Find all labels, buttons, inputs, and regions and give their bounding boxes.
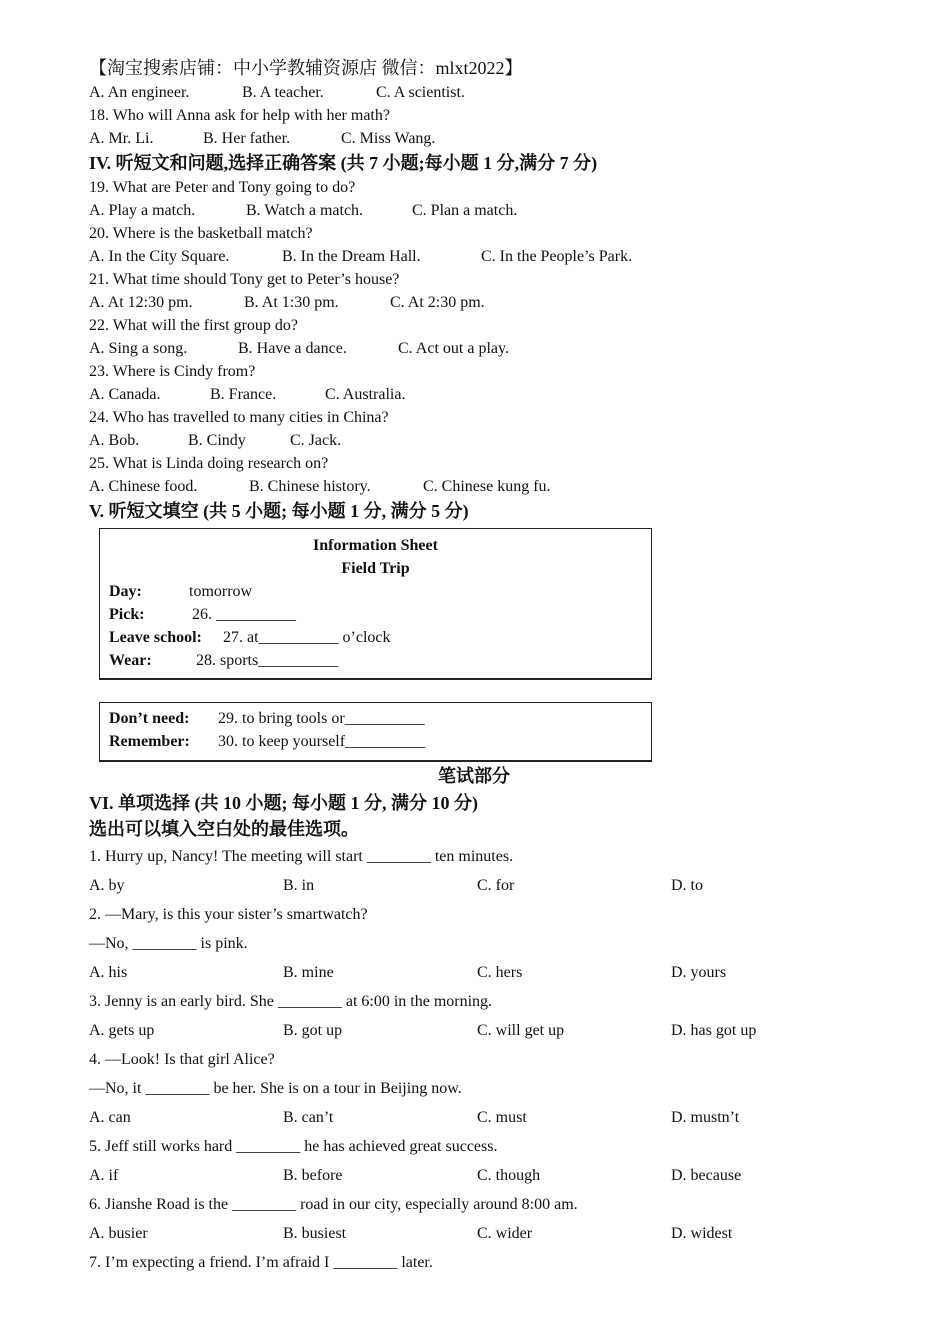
option: B. before	[283, 1167, 343, 1184]
exam-page	[89, 56, 889, 1277]
option: C. At 2:30 pm.	[390, 294, 485, 311]
option: C. Australia.	[325, 386, 406, 403]
option: C. Plan a match.	[412, 202, 518, 219]
option: B. can’t	[283, 1109, 334, 1126]
option: B. Cindy	[188, 432, 246, 449]
row-label: Pick:	[109, 606, 145, 623]
option: B. France.	[210, 386, 277, 403]
option: B. Watch a match.	[246, 202, 364, 219]
row-label: Leave school:	[109, 629, 202, 646]
info-sheet-box	[99, 528, 652, 680]
option: C. must	[477, 1109, 527, 1126]
row-value: 27. at__________ o’clock	[223, 629, 391, 646]
option: C. In the People’s Park.	[481, 248, 633, 265]
row-label: Don’t need:	[109, 710, 190, 727]
info-row-leave-school	[100, 626, 651, 649]
option: C. Chinese kung fu.	[423, 478, 551, 495]
option: D. mustn’t	[671, 1109, 740, 1126]
options-row	[89, 871, 889, 900]
written-part-title: 笔试部分	[438, 766, 510, 786]
info-sheet-title: Information Sheet	[313, 537, 438, 554]
option: B. At 1:30 pm.	[244, 294, 339, 311]
options-row	[89, 1161, 889, 1190]
options-row	[89, 1103, 889, 1132]
row-label: Wear:	[109, 652, 152, 669]
q18-options	[89, 127, 889, 150]
info-row-day	[100, 580, 651, 603]
option: A. Bob.	[89, 432, 140, 449]
options-row	[89, 475, 889, 498]
option: A. In the City Square.	[89, 248, 230, 265]
section-5-title: V. 听短文填空 (共 5 小题; 每小题 1 分, 满分 5 分)	[89, 501, 469, 521]
option: A. by	[89, 877, 125, 894]
options-row	[89, 337, 889, 360]
option: D. yours	[671, 964, 727, 981]
option: C. for	[477, 877, 515, 894]
option: A. Play a match.	[89, 202, 196, 219]
option: B. Have a dance.	[238, 340, 347, 357]
question: 4. —Look! Is that girl Alice?	[89, 1051, 275, 1068]
options-row	[89, 199, 889, 222]
option: C. though	[477, 1167, 541, 1184]
option: C. wider	[477, 1225, 533, 1242]
question: 20. Where is the basketball match?	[89, 225, 313, 242]
option: D. widest	[671, 1225, 733, 1242]
row-label: Remember:	[109, 733, 190, 750]
row-value: 26. __________	[192, 606, 296, 623]
section-6-instruction: 选出可以填入空白处的最佳选项。	[89, 819, 359, 839]
row-value: tomorrow	[189, 583, 253, 600]
option: D. to	[671, 877, 703, 894]
shop-header: 【淘宝搜索店铺：中小学教辅资源店 微信：mlxt2022】	[89, 58, 523, 78]
info-sheet-box-2	[99, 702, 652, 762]
info-row-dont-need	[100, 707, 651, 730]
option: C. Miss Wang.	[341, 130, 436, 147]
question: 19. What are Peter and Tony going to do?	[89, 179, 356, 196]
option: A. An engineer.	[89, 84, 190, 101]
option: B. Her father.	[203, 130, 291, 147]
section-4-title: IV. 听短文和问题,选择正确答案 (共 7 小题;每小题 1 分,满分 7 分)	[89, 153, 598, 173]
options-row	[89, 245, 889, 268]
option: A. his	[89, 964, 128, 981]
options-row	[89, 1016, 889, 1045]
row-value: 29. to bring tools or__________	[218, 710, 425, 727]
question: 24. Who has travelled to many cities in China?	[89, 409, 389, 426]
row-value: 30. to keep yourself__________	[218, 733, 426, 750]
option: B. in	[283, 877, 315, 894]
options-row	[89, 958, 889, 987]
section-6-title: VI. 单项选择 (共 10 小题; 每小题 1 分, 满分 10 分)	[89, 793, 478, 813]
options-row	[89, 291, 889, 314]
option: A. Sing a song.	[89, 340, 188, 357]
option: B. A teacher.	[242, 84, 324, 101]
options-row	[89, 383, 889, 406]
option: C. Jack.	[290, 432, 342, 449]
question: 1. Hurry up, Nancy! The meeting will start ________ ten minutes.	[89, 848, 514, 865]
option: A. At 12:30 pm.	[89, 294, 193, 311]
question: 2. —Mary, is this your sister’s smartwatch?	[89, 906, 368, 923]
option: A. Canada.	[89, 386, 161, 403]
options-row	[89, 1219, 889, 1248]
row-value: 28. sports__________	[196, 652, 339, 669]
option: A. gets up	[89, 1022, 155, 1039]
option: C. A scientist.	[376, 84, 465, 101]
question: 22. What will the first group do?	[89, 317, 298, 334]
option: B. mine	[283, 964, 334, 981]
option: A. can	[89, 1109, 131, 1126]
option: A. Chinese food.	[89, 478, 198, 495]
question: 25. What is Linda doing research on?	[89, 455, 329, 472]
row-label: Day:	[109, 583, 142, 600]
option: B. Chinese history.	[249, 478, 371, 495]
question-line: —No, ________ is pink.	[89, 935, 248, 952]
question: 7. I’m expecting a friend. I’m afraid I ________ later.	[89, 1254, 433, 1271]
question: 3. Jenny is an early bird. She ________ at 6:00 in the morning.	[89, 993, 493, 1010]
option: D. because	[671, 1167, 742, 1184]
q17-options	[89, 81, 889, 104]
info-row-remember	[100, 730, 651, 753]
option: C. Act out a play.	[398, 340, 509, 357]
question: 23. Where is Cindy from?	[89, 363, 256, 380]
option: C. hers	[477, 964, 523, 981]
option: A. Mr. Li.	[89, 130, 154, 147]
option: B. got up	[283, 1022, 343, 1039]
option: B. busiest	[283, 1225, 347, 1242]
question: 5. Jeff still works hard ________ he has achieved great success.	[89, 1138, 498, 1155]
option: C. will get up	[477, 1022, 565, 1039]
info-sheet-subtitle: Field Trip	[341, 560, 410, 577]
options-row	[89, 429, 889, 452]
question: 18. Who will Anna ask for help with her math?	[89, 107, 390, 124]
question: 21. What time should Tony get to Peter’s house?	[89, 271, 400, 288]
info-row-wear	[100, 649, 651, 672]
option: D. has got up	[671, 1022, 757, 1039]
info-row-pick	[100, 603, 651, 626]
option: B. In the Dream Hall.	[282, 248, 421, 265]
question-line: —No, it ________ be her. She is on a tour in Beijing now.	[89, 1080, 462, 1097]
option: A. busier	[89, 1225, 148, 1242]
question: 6. Jianshe Road is the ________ road in our city, especially around 8:00 am.	[89, 1196, 578, 1213]
option: A. if	[89, 1167, 119, 1184]
